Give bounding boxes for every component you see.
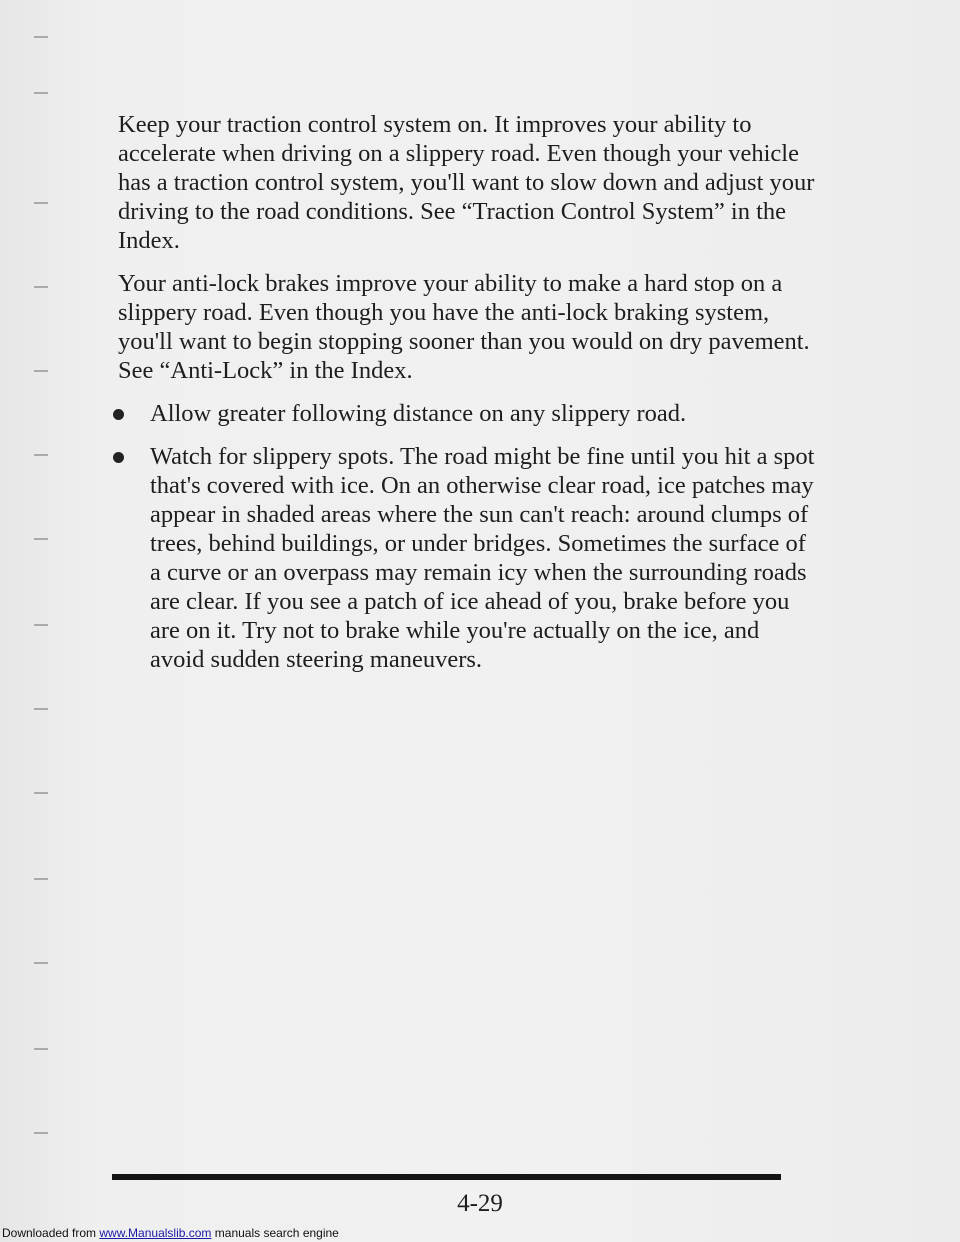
bullet-list xyxy=(118,399,818,674)
anti-lock-brakes-paragraph: Your anti-lock brakes improve your ability to make a hard stop on a slippery road. Even though you have the anti-lock braking system, you'll want to begin stopping sooner than you would on dry pavement. See “Anti-Lock” in the Index. xyxy=(118,270,810,384)
bullet-icon xyxy=(113,452,124,463)
footer-prefix: Downloaded from xyxy=(2,1226,100,1240)
bullet-text: Allow greater following distance on any slippery road. xyxy=(150,400,687,427)
body-text xyxy=(118,110,818,688)
list-item xyxy=(118,442,818,674)
download-footer xyxy=(2,1226,339,1240)
bullet-text: Watch for slippery spots. The road might be fine until you hit a spot that's covered with ice. On an otherwise clear road, ice patches may appear in shaded areas where the sun can't reach: around clumps of trees, behind buildings, or under bridges. Sometimes the surface of a curve or an overpass may remain icy when the surrounding roads are clear. If you see a patch of ice ahead of you, brake before you are on it. Try not to brake while you're actually on the ice, and avoid sudden steering maneuvers. xyxy=(150,443,815,673)
manualslib-link[interactable]: www.Manualslib.com xyxy=(99,1226,212,1240)
bullet-icon xyxy=(113,409,124,420)
footer-rule xyxy=(112,1174,781,1180)
footer-suffix: manuals search engine xyxy=(211,1226,339,1240)
binding-margin-marks xyxy=(28,0,58,1242)
page-number: 4-29 xyxy=(457,1190,503,1217)
list-item xyxy=(118,399,818,428)
traction-control-paragraph: Keep your traction control system on. It improves your ability to accelerate when driving on a slippery road. Even though your vehicle has a traction control system, you'll want to slow down and adjust your driving to the road conditions. See “Traction Control System” in the Index. xyxy=(118,111,815,254)
